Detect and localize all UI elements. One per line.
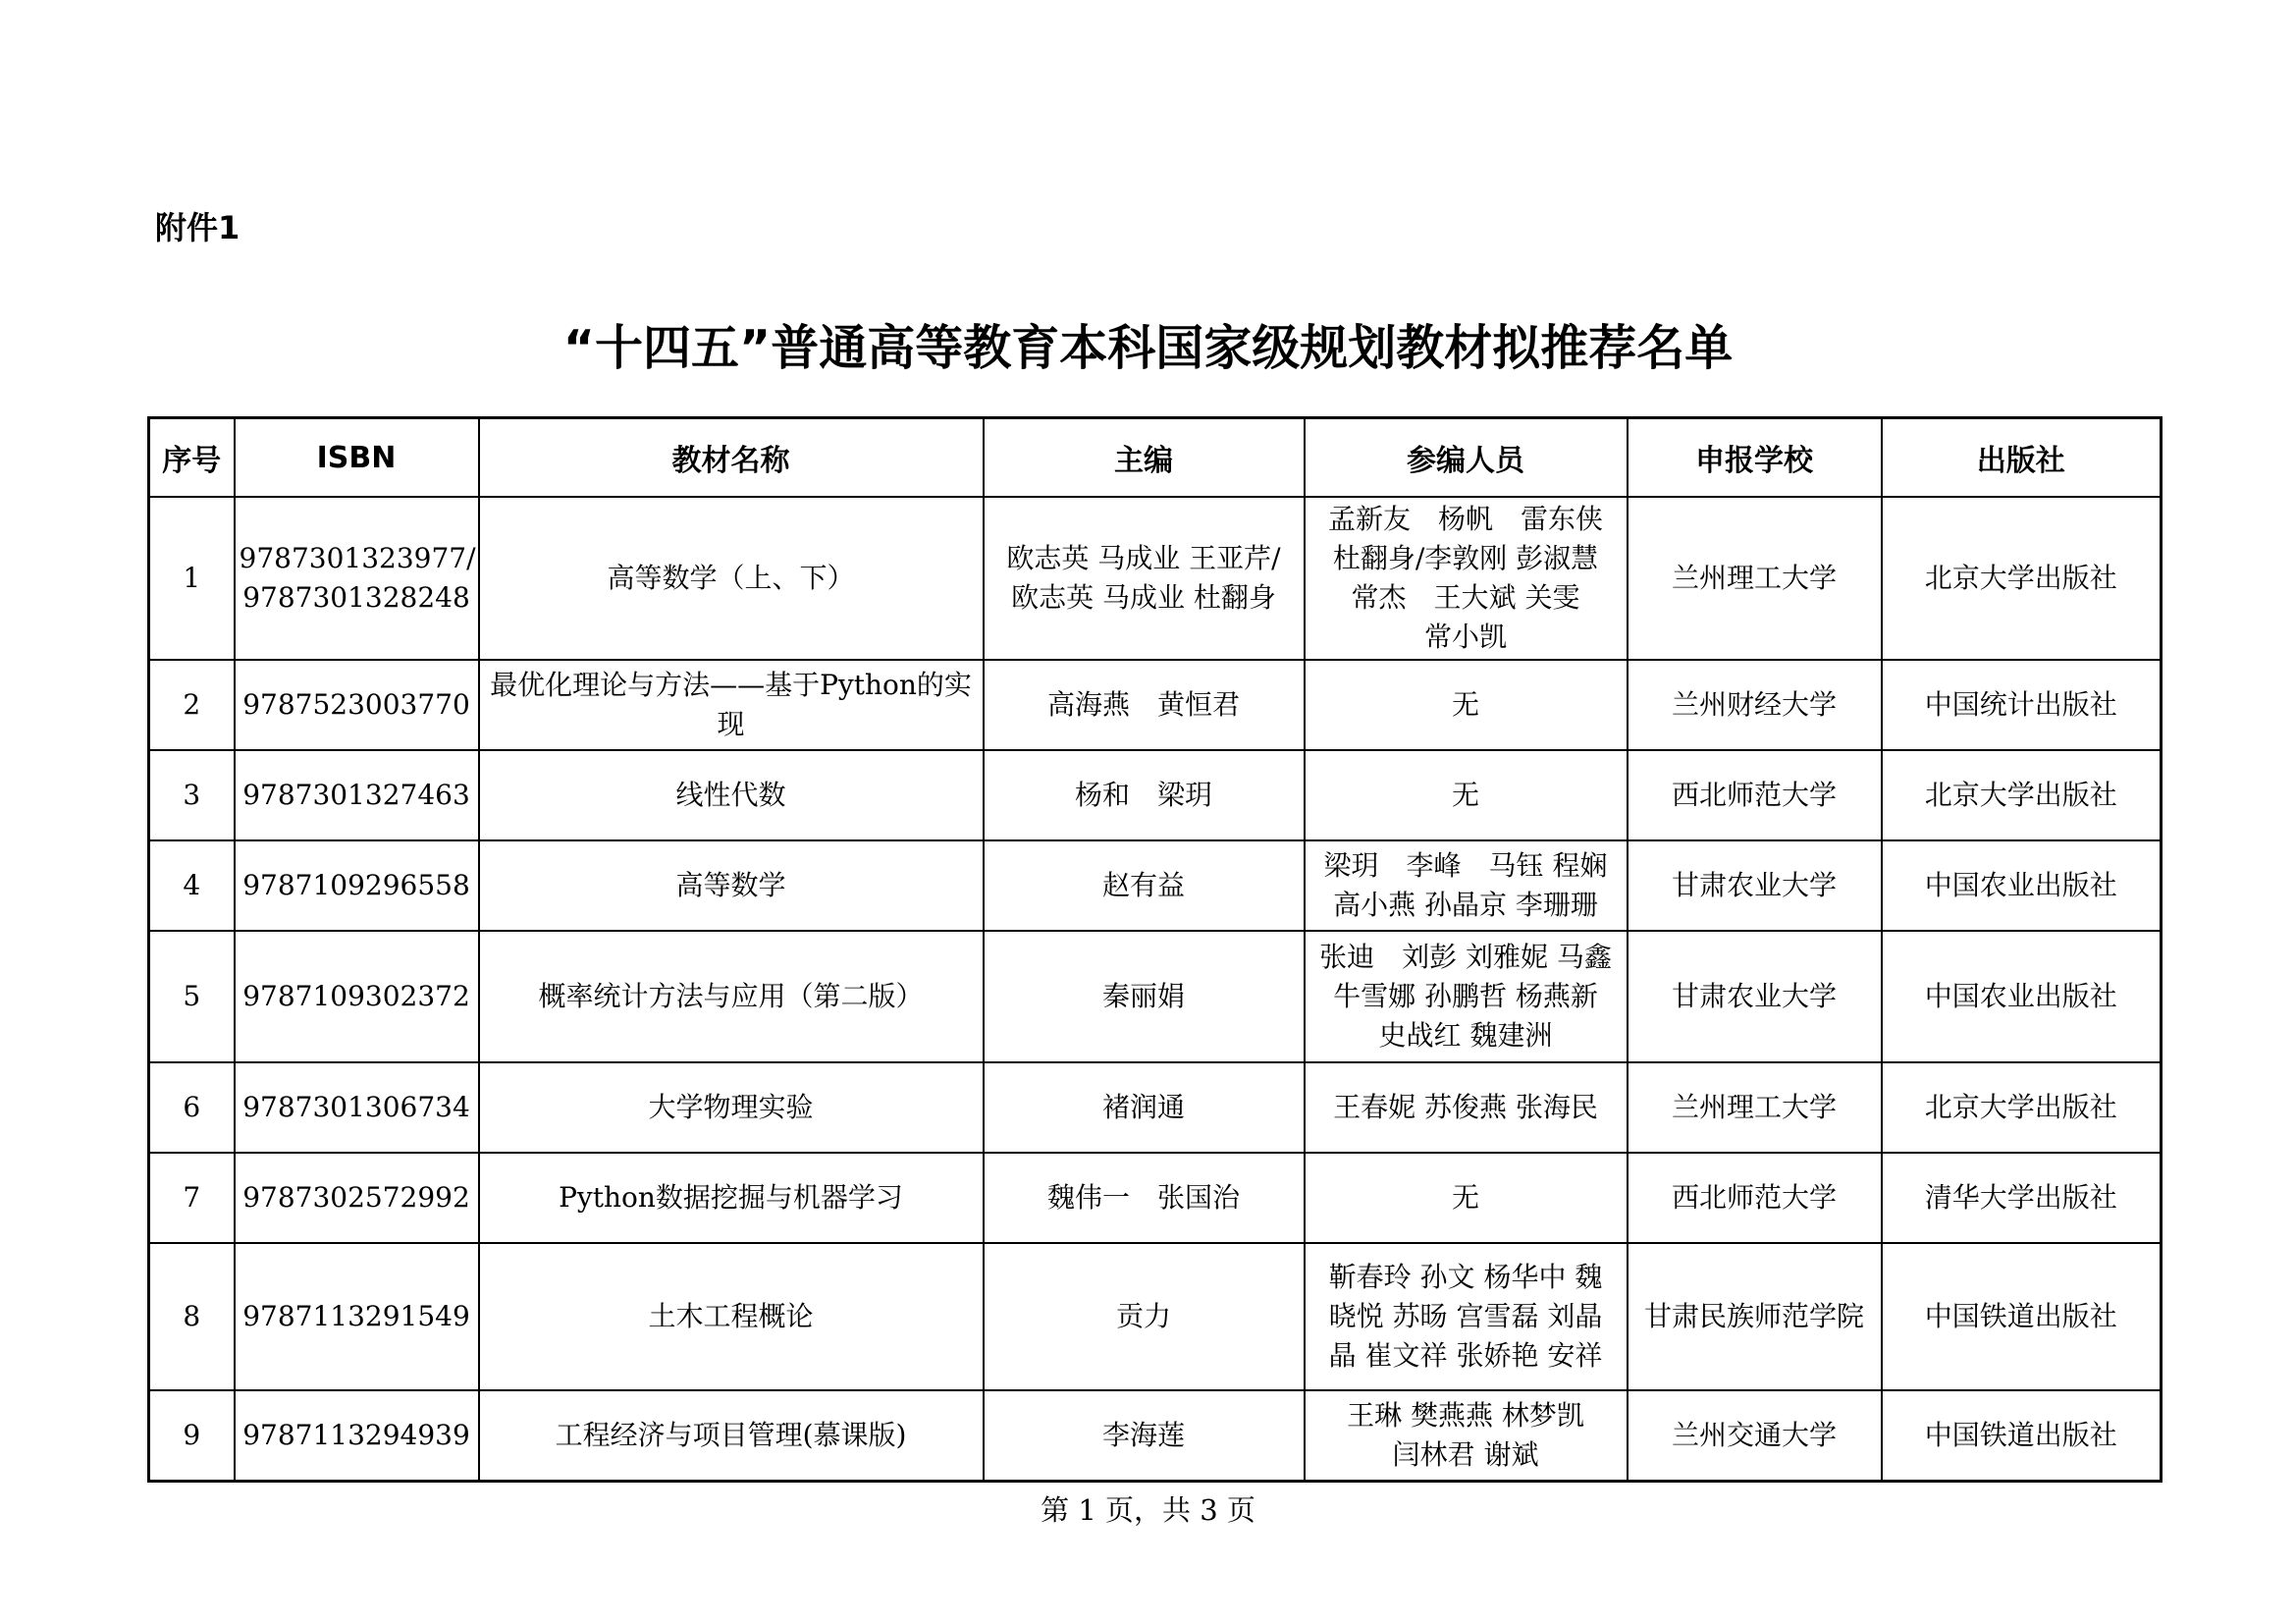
header-school: 申报学校 [1628, 418, 1882, 498]
row-contributors: 王春妮 苏俊燕 张海民 [1305, 1062, 1628, 1153]
table-row [149, 497, 2162, 660]
row-school: 兰州交通大学 [1628, 1390, 1882, 1481]
row-chief-editor: 贡力 [984, 1243, 1305, 1390]
row-isbn: 9787301327463 [235, 750, 479, 840]
table-row [149, 840, 2162, 931]
table-row [149, 660, 2162, 750]
header-index: 序号 [149, 418, 235, 498]
row-chief-editor: 高海燕 黄恒君 [984, 660, 1305, 750]
row-contributors: 无 [1305, 660, 1628, 750]
table-row [149, 1062, 2162, 1153]
row-contributors: 无 [1305, 1153, 1628, 1243]
row-index: 1 [149, 497, 235, 660]
table-row [149, 1153, 2162, 1243]
row-publisher: 北京大学出版社 [1882, 750, 2162, 840]
row-index: 8 [149, 1243, 235, 1390]
row-isbn: 9787301306734 [235, 1062, 479, 1153]
row-contributors: 孟新友 杨帆 雷东侠 杜翻身/李敦刚 彭淑慧 常杰 王大斌 关雯 常小凯 [1305, 497, 1628, 660]
row-title: 土木工程概论 [479, 1243, 984, 1390]
row-index: 2 [149, 660, 235, 750]
row-index: 4 [149, 840, 235, 931]
row-chief-editor: 欧志英 马成业 王亚芹/ 欧志英 马成业 杜翻身 [984, 497, 1305, 660]
row-chief-editor: 魏伟一 张国治 [984, 1153, 1305, 1243]
row-index: 6 [149, 1062, 235, 1153]
row-school: 甘肃农业大学 [1628, 931, 1882, 1062]
header-chief-editor: 主编 [984, 418, 1305, 498]
row-chief-editor: 杨和 梁玥 [984, 750, 1305, 840]
row-isbn: 9787302572992 [235, 1153, 479, 1243]
table-row [149, 931, 2162, 1062]
row-contributors: 梁玥 李峰 马钰 程娴 高小燕 孙晶京 李珊珊 [1305, 840, 1628, 931]
row-index: 3 [149, 750, 235, 840]
row-publisher: 中国农业出版社 [1882, 840, 2162, 931]
header-title: 教材名称 [479, 418, 984, 498]
table-row [149, 750, 2162, 840]
header-contributors: 参编人员 [1305, 418, 1628, 498]
row-school: 西北师范大学 [1628, 1153, 1882, 1243]
row-publisher: 中国铁道出版社 [1882, 1390, 2162, 1481]
row-publisher: 北京大学出版社 [1882, 1062, 2162, 1153]
table-header-row [149, 418, 2162, 498]
row-title: 大学物理实验 [479, 1062, 984, 1153]
row-school: 兰州理工大学 [1628, 1062, 1882, 1153]
row-contributors: 靳春玲 孙文 杨华中 魏 晓悦 苏旸 宫雪磊 刘晶 晶 崔文祥 张娇艳 安祥 [1305, 1243, 1628, 1390]
row-publisher: 中国铁道出版社 [1882, 1243, 2162, 1390]
row-chief-editor: 赵有益 [984, 840, 1305, 931]
row-title: 工程经济与项目管理(慕课版) [479, 1390, 984, 1481]
row-chief-editor: 秦丽娟 [984, 931, 1305, 1062]
row-publisher: 北京大学出版社 [1882, 497, 2162, 660]
row-school: 甘肃民族师范学院 [1628, 1243, 1882, 1390]
header-publisher: 出版社 [1882, 418, 2162, 498]
row-isbn: 9787523003770 [235, 660, 479, 750]
row-index: 9 [149, 1390, 235, 1481]
row-index: 5 [149, 931, 235, 1062]
row-contributors: 王琳 樊燕燕 林梦凯 闫林君 谢斌 [1305, 1390, 1628, 1481]
row-isbn: 9787301323977/ 9787301328248 [235, 497, 479, 660]
row-isbn: 9787109296558 [235, 840, 479, 931]
page-footer: 第 1 页，共 3 页 [1041, 1493, 1255, 1527]
row-chief-editor: 褚润通 [984, 1062, 1305, 1153]
row-chief-editor: 李海莲 [984, 1390, 1305, 1481]
row-index: 7 [149, 1153, 235, 1243]
row-school: 兰州理工大学 [1628, 497, 1882, 660]
row-title: 概率统计方法与应用（第二版） [479, 931, 984, 1062]
row-title: 线性代数 [479, 750, 984, 840]
row-title: 高等数学（上、下） [479, 497, 984, 660]
row-isbn: 9787113294939 [235, 1390, 479, 1481]
row-publisher: 中国农业出版社 [1882, 931, 2162, 1062]
table-row [149, 1243, 2162, 1390]
row-isbn: 9787109302372 [235, 931, 479, 1062]
table-row [149, 1390, 2162, 1481]
textbook-table [147, 416, 2163, 1483]
attachment-label: 附件1 [155, 209, 240, 246]
row-title: 高等数学 [479, 840, 984, 931]
row-title: 最优化理论与方法——基于Python的实现 [479, 660, 984, 750]
row-contributors: 张迪 刘彭 刘雅妮 马鑫 牛雪娜 孙鹏哲 杨燕新 史战红 魏建洲 [1305, 931, 1628, 1062]
document-title: “十四五”普通高等教育本科国家级规划教材拟推荐名单 [562, 320, 1734, 376]
row-school: 甘肃农业大学 [1628, 840, 1882, 931]
header-isbn: ISBN [235, 418, 479, 498]
row-isbn: 9787113291549 [235, 1243, 479, 1390]
row-publisher: 中国统计出版社 [1882, 660, 2162, 750]
row-publisher: 清华大学出版社 [1882, 1153, 2162, 1243]
row-school: 西北师范大学 [1628, 750, 1882, 840]
row-title: Python数据挖掘与机器学习 [479, 1153, 984, 1243]
row-contributors: 无 [1305, 750, 1628, 840]
row-school: 兰州财经大学 [1628, 660, 1882, 750]
